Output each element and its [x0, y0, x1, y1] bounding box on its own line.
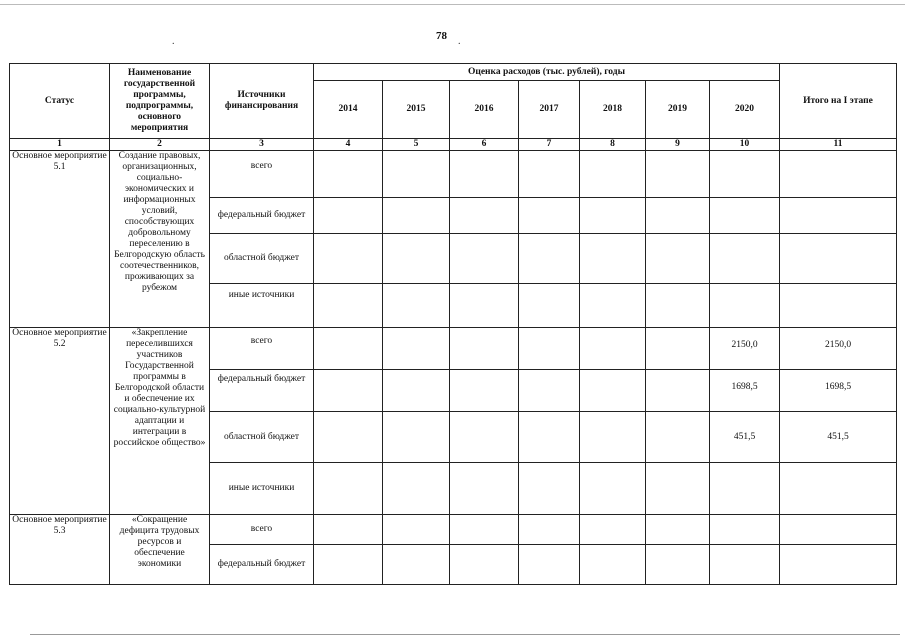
activity-status: Основное мероприятие 5.1 — [10, 151, 110, 328]
header-year: 2017 — [519, 81, 580, 139]
table-row — [10, 151, 897, 198]
source-regional: областной бюджет — [210, 234, 314, 284]
column-number-row — [10, 139, 897, 151]
activity-status: Основное мероприятие 5.3 — [10, 515, 110, 585]
source-other: иные источники — [210, 284, 314, 328]
column-number: 7 — [519, 139, 580, 151]
value-total: 2150,0 — [780, 328, 897, 370]
header-year: 2018 — [580, 81, 646, 139]
page-number: 78 — [436, 30, 447, 42]
header-year: 2019 — [646, 81, 710, 139]
value-2020: 451,5 — [710, 412, 780, 463]
value-total: 1698,5 — [780, 370, 897, 412]
column-number: 3 — [210, 139, 314, 151]
header-name: Наименование государственной программы, подпрограммы, основного мероприятия — [110, 64, 210, 139]
value-2020: 2150,0 — [710, 328, 780, 370]
column-number: 1 — [10, 139, 110, 151]
source-all: всего — [210, 151, 314, 198]
column-number: 5 — [383, 139, 450, 151]
activity-name: «Сокращение дефицита трудовых ресурсов и обеспечение экономики — [110, 515, 210, 585]
expense-table — [9, 63, 897, 585]
column-number: 4 — [314, 139, 383, 151]
header-year: 2020 — [710, 81, 780, 139]
value-2020: 1698,5 — [710, 370, 780, 412]
header-year: 2015 — [383, 81, 450, 139]
scan-speck: . — [172, 36, 175, 47]
activity-name: «Закрепление переселившихся участников Государственной программы в Белгородской области и обеспечение их социально-культурной адаптации и интеграции в российское общество» — [110, 328, 210, 515]
table-row — [10, 515, 897, 545]
source-all: всего — [210, 328, 314, 370]
source-all: всего — [210, 515, 314, 545]
activity-status: Основное мероприятие 5.2 — [10, 328, 110, 515]
header-year: 2016 — [450, 81, 519, 139]
header-year: 2014 — [314, 81, 383, 139]
source-federal: федеральный бюджет — [210, 370, 314, 412]
column-number: 10 — [710, 139, 780, 151]
header-sources: Источники финансирования — [210, 64, 314, 139]
value-total: 451,5 — [780, 412, 897, 463]
column-number: 8 — [580, 139, 646, 151]
header-status: Статус — [10, 64, 110, 139]
scan-edge-top — [0, 4, 905, 5]
scan-speck: . — [458, 36, 461, 47]
header-total: Итого на I этапе — [780, 64, 897, 139]
header-estimate: Оценка расходов (тыс. рублей), годы — [314, 64, 780, 81]
source-federal: федеральный бюджет — [210, 545, 314, 585]
column-number: 9 — [646, 139, 710, 151]
scan-edge-bottom — [30, 634, 900, 635]
source-federal: федеральный бюджет — [210, 198, 314, 234]
source-other: иные источники — [210, 463, 314, 515]
table-row — [10, 328, 897, 370]
source-regional: областной бюджет — [210, 412, 314, 463]
activity-name: Создание правовых, организационных, социально-экономических и информационных условий, способствующих добровольному переселению в Белгородскую область соотечественников, проживающих за рубежом — [110, 151, 210, 328]
column-number: 11 — [780, 139, 897, 151]
column-number: 2 — [110, 139, 210, 151]
column-number: 6 — [450, 139, 519, 151]
header-row-1 — [10, 64, 897, 81]
